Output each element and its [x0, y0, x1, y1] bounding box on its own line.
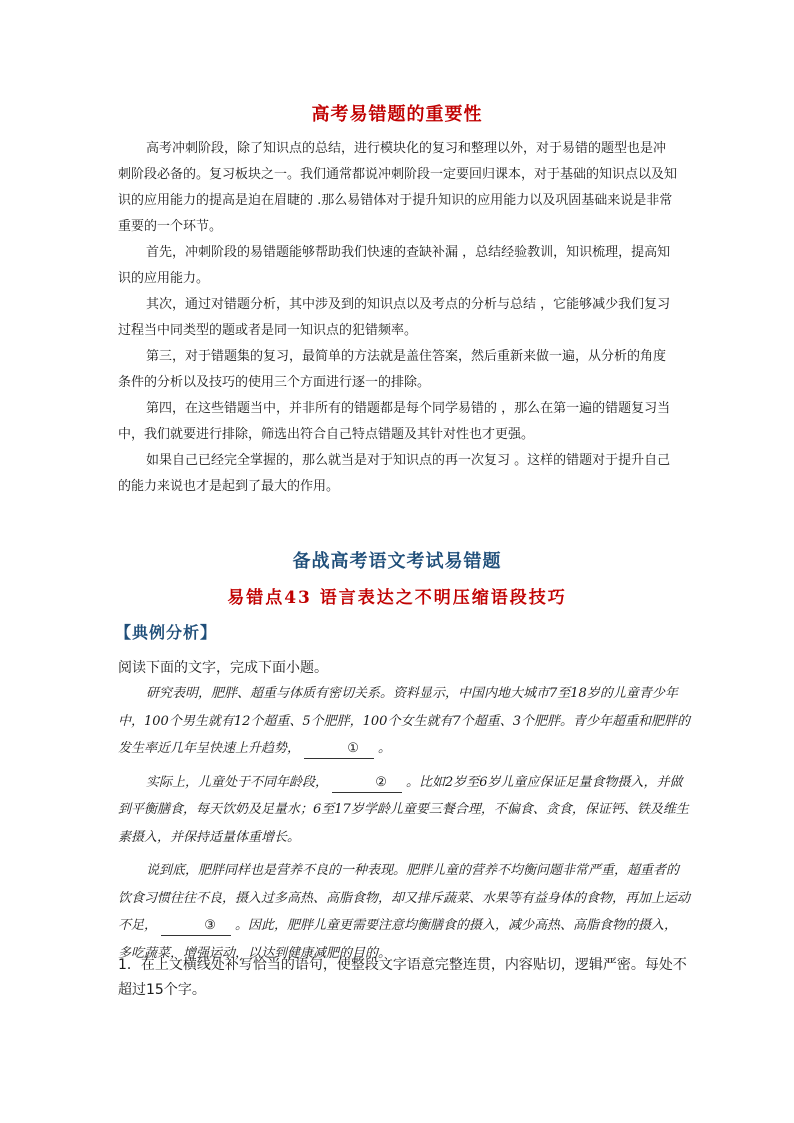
- passage-text: 。比如2岁至6岁儿童应保证足量食物摄入，并做到平衡膳食，每天饮奶及足量水；6至17岁学龄儿童要三餐合理，不偏食、贪食，保证钙、铁及维生素摄入，并保持适量体重增长。: [118, 774, 689, 845]
- passage-text: 说到底，肥胖同样也是营养不良的一种表现。肥胖儿童的营养不均衡问题非常严重，超重者的饮食习惯往往不良，摄入过多高热、高脂食物，却又排斥蔬菜、水果等有益身体的食物，再加上运动不足，: [118, 863, 691, 933]
- passage-text: 。因此，肥胖儿童更需要注意均衡膳食的摄入，减少高热、高脂食物的摄入，多吃蔬菜，增强运动，以达到健康减肥的目的。: [118, 918, 678, 961]
- passage-text: 研究表明，肥胖、超重与体质有密切关系。资料显示，中国内地大城市7至18岁的儿童青少年中，100个男生就有12个超重、5个肥胖，100个女生就有7个超重、3个肥胖。青少年超重和肥胖的发生率近几年呈快速上升趋势，: [118, 686, 690, 756]
- intro-paragraph: 首先，冲刺阶段的易错题能够帮助我们快速的查缺补漏 ，总结经验教训，知识梳理，提高知识的应用能力。: [118, 245, 671, 286]
- reading-instruction: 阅读下面的文字，完成下面小题。: [118, 660, 328, 676]
- section-title: 备战高考语文考试易错题: [292, 551, 502, 572]
- example-analysis-label: 【典例分析】: [115, 623, 218, 642]
- reading-passage: [118, 680, 690, 967]
- passage-paragraph: [118, 857, 690, 967]
- intro-paragraph: 其次，通过对错题分析，其中涉及到的知识点以及考点的分析与总结 ，它能够减少我们复习过程当中同类型的题或者是同一知识点的犯错频率。: [118, 297, 671, 338]
- passage-paragraph: [118, 680, 690, 763]
- blank-3: ③: [161, 917, 231, 936]
- intro-paragraph: 第三，对于错题集的复习，最简单的方法就是盖住答案，然后重新来做一遍，从分析的角度条件的分析以及技巧的使用三个方面进行逐一的排除。: [118, 349, 667, 390]
- intro-paragraph: 第四，在这些错题当中，并非所有的错题都是每个同学易错的 ，那么在第一遍的错题复习当中，我们就要进行排除，筛选出符合自己特点错题及其针对性也才更强。: [118, 401, 671, 442]
- blank-2: ②: [332, 774, 402, 793]
- passage-text: 。: [378, 741, 392, 756]
- passage-text: 实际上，儿童处于不同年龄段，: [146, 774, 329, 790]
- question-1: 1．在上文横线处补写恰当的语句，使整段文字语意完整连贯，内容贴切，逻辑严密。每处不超过15个字。: [118, 957, 687, 998]
- intro-paragraph: 高考冲刺阶段，除了知识点的总结，进行模块化的复习和整理以外，对于易错的题型也是冲刺阶段必备的。复习板块之一。我们通常都说冲刺阶段一定要回归课本，对于基础的知识点以及知识的应用能力的提高是迫在眉睫的 .那么易错体对于提升知识的应用能力以及巩固基础来说是非常重要的一个环节。: [118, 141, 678, 234]
- section-subtitle: 易错点43 语言表达之不明压缩语段技巧: [227, 588, 567, 608]
- blank-1: ①: [304, 740, 374, 759]
- intro-paragraph: 如果自己已经完全掌握的，那么就当是对于知识点的再一次复习 。这样的错题对于提升自己的能力来说也才是起到了最大的作用。: [118, 453, 671, 494]
- intro-section: [118, 136, 678, 500]
- passage-paragraph: [118, 769, 690, 852]
- page-title: 高考易错题的重要性: [311, 104, 483, 125]
